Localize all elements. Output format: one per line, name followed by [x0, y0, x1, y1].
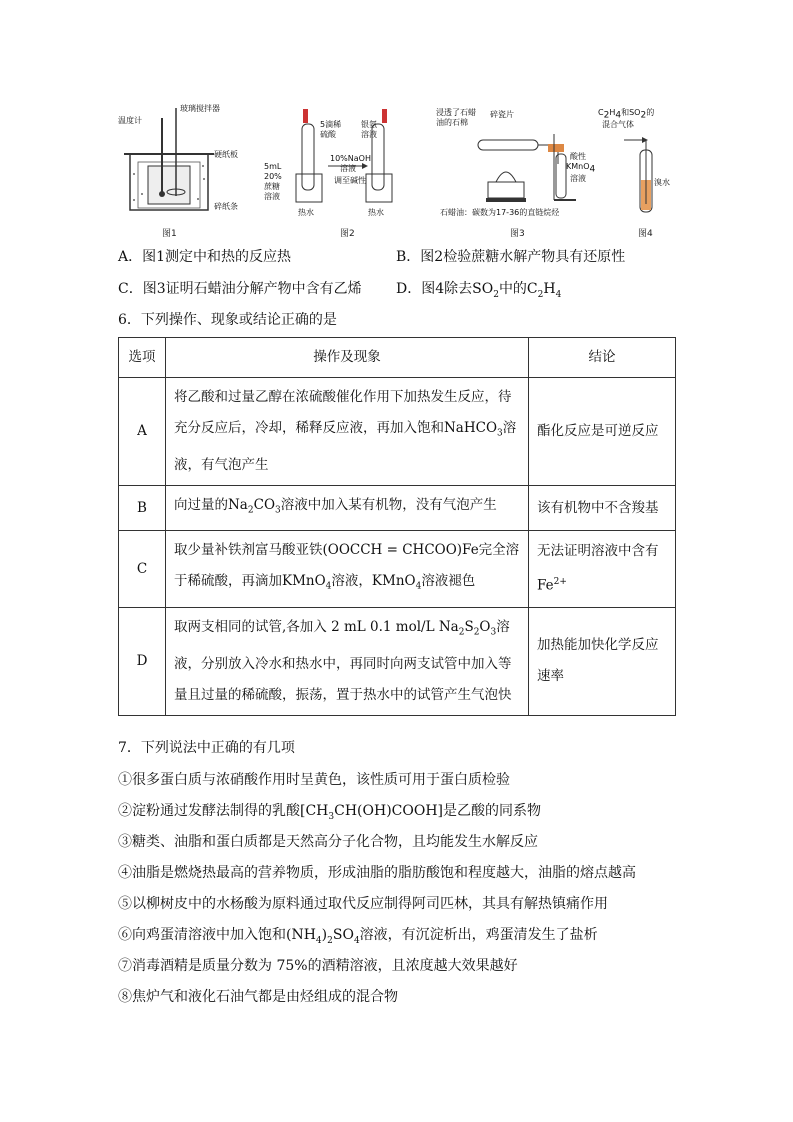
q7-item-5: ⑤以柳树皮中的水杨酸为原料通过取代反应制得阿司匹林，其具有解热镇痛作用: [118, 896, 608, 912]
naoh-label-1: 10%NaOH: [330, 154, 371, 163]
row-option: C: [119, 531, 166, 608]
row-conclusion: 该有机物中不含羧基: [529, 485, 676, 531]
q7-item-6: ⑥向鸡蛋清溶液中加入饱和$(NH_4)_2SO_4$溶液，有沉淀析出，鸡蛋清发生了盐析: [118, 927, 598, 946]
row-conclusion: 加热能加快化学反应速率: [529, 608, 676, 716]
kmno4-label-3: 溶液: [570, 174, 586, 183]
hot-water-label-2: 热水: [368, 208, 384, 217]
q7-title: 7．下列说法中正确的有几项: [118, 740, 295, 756]
kmno4-label-2: KMnO$_4$: [566, 162, 596, 175]
sucrose-label-4: 溶液: [264, 192, 280, 201]
silver-ammonia-label-1: 银氨: [361, 120, 377, 129]
sucrose-label-1: 5mL: [264, 162, 282, 171]
porcelain-label: 碎瓷片: [490, 110, 514, 119]
cardboard-label: 硬纸板: [214, 150, 238, 159]
row-option: D: [119, 608, 166, 716]
dilute-acid-label-1: 5滴稀: [320, 120, 342, 129]
bromine-water-label: 溴水: [654, 178, 670, 187]
table-row: [119, 378, 676, 486]
figure-1-label: 图1: [162, 229, 177, 239]
dilute-acid-label-2: 硫酸: [320, 130, 336, 139]
kmno4-label-1: 酸性: [570, 152, 586, 161]
silver-ammonia-label-2: 溶液: [361, 130, 377, 139]
gas-mixture-label-2: 混合气体: [602, 120, 634, 129]
q5-option-d: D．图4除去$SO_2$中的$C_2H_4$: [396, 281, 562, 300]
header-operation: 操作及现象: [166, 338, 529, 378]
header-option: 选项: [119, 338, 166, 378]
q7-item-2: ②淀粉通过发酵法制得的乳酸$[CH_3CH(OH)COOH]$是乙酸的同系物: [118, 803, 541, 822]
row-operation: 取少量补铁剂富马酸亚铁(OOCCH = CHCOO)Fe完全溶于稀硫酸，再滴加KMnO$_4$溶液，KMnO$_4$溶液褪色: [166, 531, 529, 608]
q7-item-1: ①很多蛋白质与浓硝酸作用时呈黄色，该性质可用于蛋白质检验: [118, 772, 510, 788]
table-row: [119, 485, 676, 531]
figure-3-label: 图3: [510, 229, 525, 239]
q5-option-b: B．图2检验蔗糖水解产物具有还原性: [396, 249, 626, 265]
table-row: [119, 608, 676, 716]
stirrer-label: 玻璃搅拌器: [180, 104, 220, 113]
q7-item-4: ④油脂是燃烧热最高的营养物质，形成油脂的脂肪酸饱和程度越大，油脂的熔点越高: [118, 865, 636, 881]
figure-2-label: 图2: [340, 229, 355, 239]
q7-item-8: ⑧焦炉气和液化石油气都是由烃组成的混合物: [118, 989, 398, 1005]
row-option: A: [119, 378, 166, 486]
experiment-figures: [118, 104, 678, 240]
asbestos-label-1: 浸透了石蜡: [436, 108, 476, 117]
row-operation: 取两支相同的试管,各加入 2 mL 0.1 mol/L $Na_2S_2O_3$溶液，分别放入冷水和热水中，再同时向两支试管中加入等量且过量的稀硫酸，振荡，置于热水中的试管产生气泡快: [166, 608, 529, 716]
row-conclusion: 无法证明溶液中含有$Fe^{2+}$: [529, 531, 676, 608]
header-conclusion: 结论: [529, 338, 676, 378]
q5-option-a: A．图1测定中和热的反应热: [118, 249, 292, 265]
q7-item-7: ⑦消毒酒精是质量分数为 75%的酒精溶液，且浓度越大效果越好: [118, 958, 518, 974]
gas-mixture-label-1: $C_2H_4$和$SO_2$的: [598, 108, 655, 121]
table-row: [119, 531, 676, 608]
table-header-row: [119, 338, 676, 378]
q5-option-c: C．图3证明石蜡油分解产物中含有乙烯: [118, 281, 362, 297]
figure-4-label: 图4: [638, 229, 653, 239]
paper-strips-label: 碎纸条: [214, 202, 238, 211]
row-option: B: [119, 485, 166, 531]
naoh-label-2: 溶液: [340, 164, 356, 173]
thermometer-label: 温度计: [118, 116, 142, 125]
paraffin-note: 石蜡油：碳数为17-36的直链烷烃: [440, 208, 560, 217]
sucrose-label-3: 蔗糖: [264, 182, 280, 191]
sucrose-label-2: 20%: [264, 172, 282, 181]
hot-water-label-1: 热水: [298, 208, 314, 217]
q6-table: [118, 337, 676, 716]
asbestos-label-2: 油的石棉: [436, 118, 468, 127]
q6-title: 6．下列操作、现象或结论正确的是: [118, 312, 337, 328]
naoh-label-3: 调至碱性: [334, 176, 366, 185]
row-operation: 向过量的$Na_2CO_3$溶液中加入某有机物，没有气泡产生: [166, 485, 529, 531]
row-operation: 将乙酸和过量乙醇在浓硫酸催化作用下加热发生反应，待充分反应后，冷却，稀释反应液，再加入饱和NaHCO$_3$溶液，有气泡产生: [166, 378, 529, 486]
q7-item-3: ③糖类、油脂和蛋白质都是天然高分子化合物，且均能发生水解反应: [118, 834, 538, 850]
row-conclusion: 酯化反应是可逆反应: [529, 378, 676, 486]
